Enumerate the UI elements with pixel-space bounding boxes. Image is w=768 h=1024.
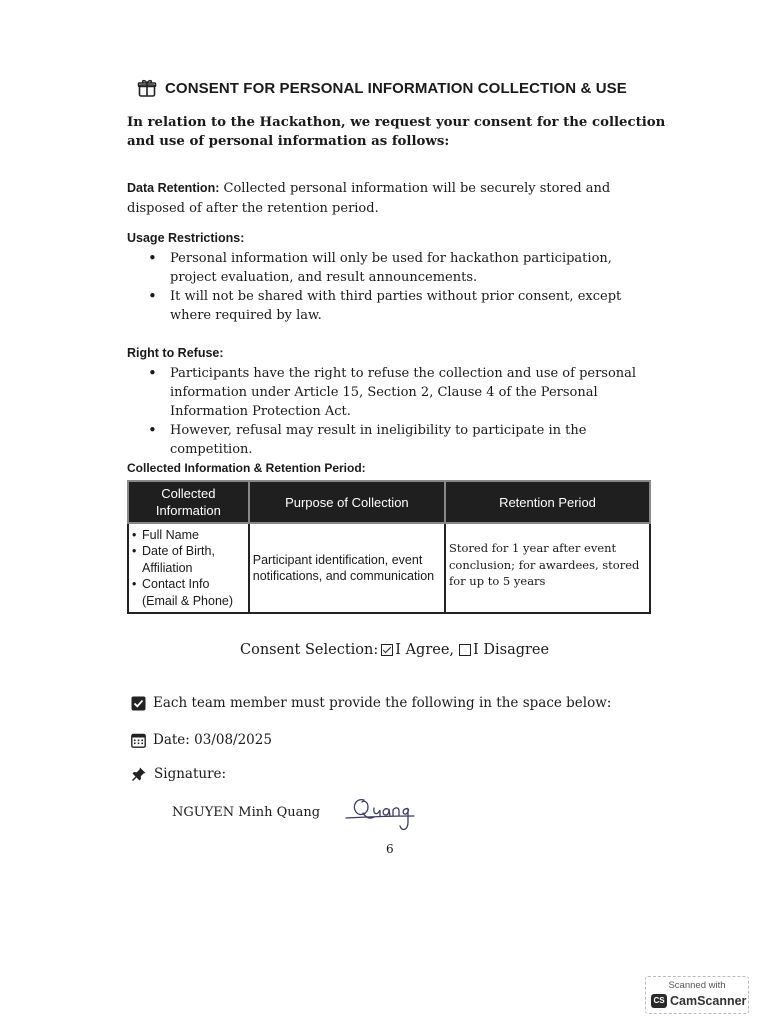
checkbox-checked-icon [131,696,146,711]
camscanner-watermark [645,976,749,1014]
list-item: • Date of Birth, Affiliation [132,543,245,576]
collected-info-table [127,480,651,614]
consent-selection [240,642,549,658]
calendar-icon [131,733,146,748]
header-retention-period: Retention Period [445,481,650,523]
camscanner-logo-icon: CS [651,994,667,1008]
signature-label: Signature: [154,766,227,782]
disagree-label: I Disagree [473,642,550,658]
table-title: Collected Information & Retention Period: [127,461,366,475]
list-item: • However, refusal may result in ineligibility to participate in the competition. [148,421,658,459]
list-item: • Personal information will only be used for hackathon participation, project evaluation, and result announcements. [148,249,658,287]
data-retention-label: Data Retention: [127,181,220,195]
list-item: • Participants have the right to refuse the collection and use of personal information under Article 15, Section 2, Clause 4 of the Personal Information Protection Act. [148,364,658,421]
right-to-refuse-heading: Right to Refuse: [127,346,224,360]
title-text: CONSENT FOR PERSONAL INFORMATION COLLECTION & USE [165,79,627,97]
agree-label: I Agree, [395,642,455,658]
table-header-row [128,481,650,523]
watermark-brand-text: CamScanner [670,994,747,1008]
usage-restrictions-heading: Usage Restrictions: [127,231,245,245]
disagree-checkbox[interactable] [459,644,471,656]
watermark-brand [651,994,746,1008]
watermark-top-text: Scanned with [668,980,726,991]
header-purpose-of-collection: Purpose of Collection [249,481,445,523]
data-retention-paragraph [127,179,657,218]
header-collected-information: Collected Information [128,481,249,523]
pushpin-icon [131,766,147,782]
date-line [131,732,272,748]
cell-retention: Stored for 1 year after event conclusion; for awardees, stored for up to 5 years [445,523,650,613]
right-to-refuse-list [148,364,658,459]
team-note-text: Each team member must provide the following in the space below: [153,695,612,711]
signature-line [131,766,226,782]
list-item: • Full Name [132,527,245,544]
data-retention-text: Collected personal information will be securely stored and disposed of after the retention period. [127,181,611,216]
cell-purpose: Participant identification, event notifications, and communication [249,523,445,613]
usage-restrictions-list [148,249,658,325]
handwritten-signature [344,792,420,840]
team-note [131,695,611,711]
cell-collected-information [128,523,249,613]
gift-icon [137,78,157,98]
intro-paragraph: In relation to the Hackathon, we request your consent for the collection and use of personal information as follows: [127,115,666,149]
agree-checkbox[interactable] [381,644,393,656]
table-row [128,523,650,613]
document-title [137,78,677,98]
list-item: • Contact Info (Email & Phone) [132,576,245,609]
date-text: Date: 03/08/2025 [153,732,272,748]
page-number: 6 [386,842,394,856]
consent-label: Consent Selection: [240,642,379,658]
signer-name: NGUYEN Minh Quang [172,805,321,820]
list-item: • It will not be shared with third parties without prior consent, except where required by law. [148,287,658,325]
